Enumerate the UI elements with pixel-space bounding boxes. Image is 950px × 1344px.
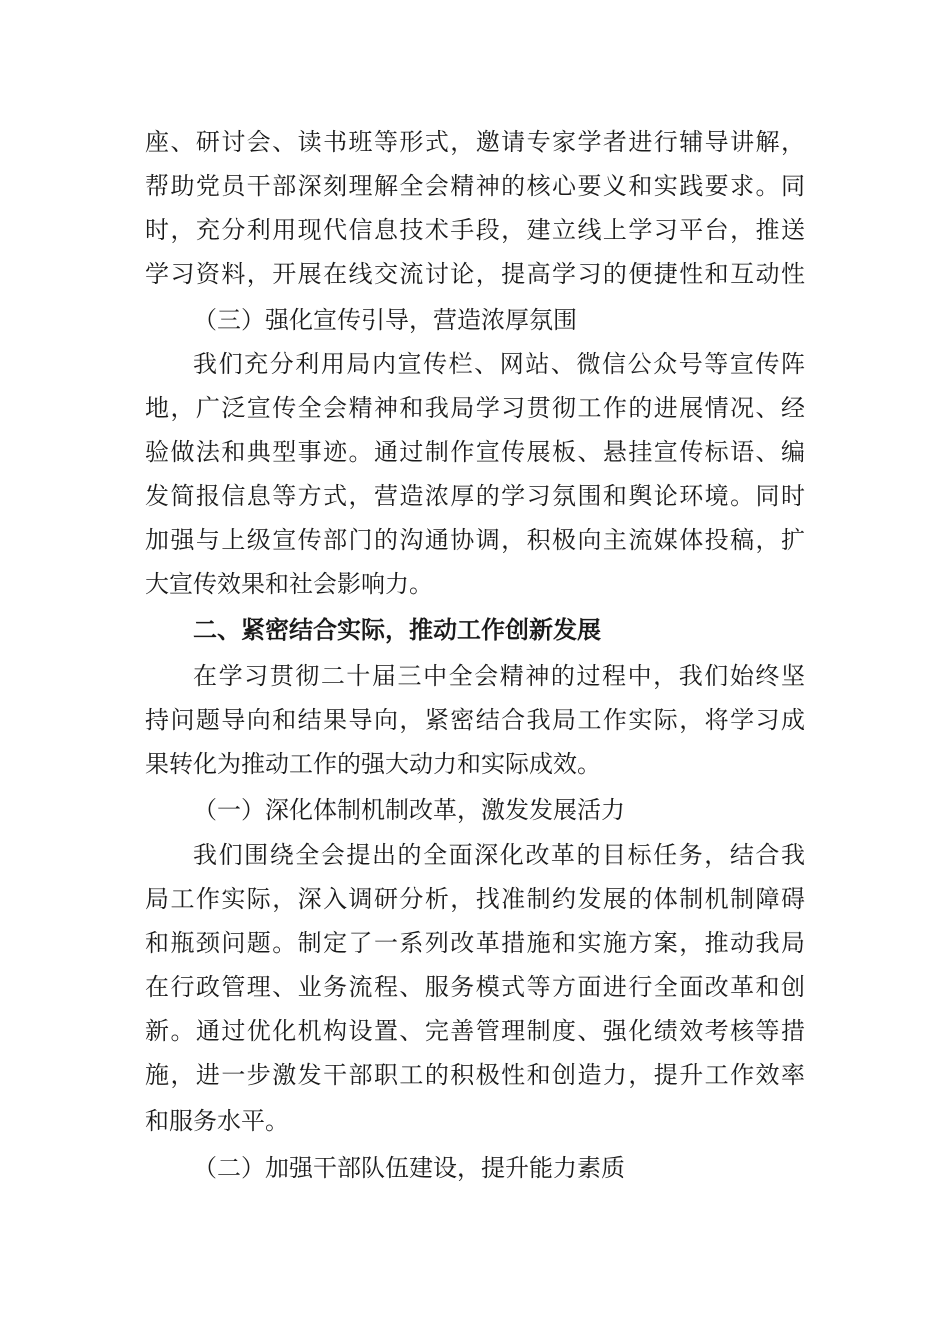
- paragraph-line: 我们充分利用局内宣传栏、网站、微信公众号等宣传阵: [193, 350, 805, 378]
- paragraph-line: 在学习贯彻二十届三中全会精神的过程中，我们始终坚: [193, 662, 805, 690]
- paragraph-line: 持问题导向和结果导向，紧密结合我局工作实际，将学习成: [145, 706, 805, 734]
- section-heading: 二、紧密结合实际，推动工作创新发展: [193, 616, 601, 644]
- paragraph-line: 施，进一步激发干部职工的积极性和创造力，提升工作效率: [145, 1061, 805, 1089]
- paragraph-line: 新。通过优化机构设置、完善管理制度、强化绩效考核等措: [145, 1017, 805, 1045]
- section-subheading: （一）深化体制机制改革，激发发展活力: [193, 796, 625, 824]
- paragraph-line: 我们围绕全会提出的全面深化改革的目标任务，结合我: [193, 841, 805, 869]
- paragraph-line: 和服务水平。: [145, 1107, 289, 1135]
- paragraph-line: 在行政管理、业务流程、服务模式等方面进行全面改革和创: [145, 973, 805, 1001]
- paragraph-line: 局工作实际，深入调研分析，找准制约发展的体制机制障碍: [145, 885, 805, 913]
- paragraph-line: 地，广泛宣传全会精神和我局学习贯彻工作的进展情况、经: [145, 394, 805, 422]
- paragraph-line: 和瓶颈问题。制定了一系列改革措施和实施方案，推动我局: [145, 929, 805, 957]
- paragraph-line: 验做法和典型事迹。通过制作宣传展板、悬挂宣传标语、编: [145, 438, 805, 466]
- paragraph-line: 座、研讨会、读书班等形式，邀请专家学者进行辅导讲解，: [145, 128, 805, 156]
- paragraph-line: 大宣传效果和社会影响力。: [145, 570, 433, 598]
- paragraph-line: 学习资料，开展在线交流讨论，提高学习的便捷性和互动性: [145, 260, 805, 288]
- paragraph-line: 加强与上级宣传部门的沟通协调，积极向主流媒体投稿，扩: [145, 526, 805, 554]
- paragraph-line: 发简报信息等方式，营造浓厚的学习氛围和舆论环境。同时: [145, 482, 805, 510]
- paragraph-line: 帮助党员干部深刻理解全会精神的核心要义和实践要求。同: [145, 172, 805, 200]
- paragraph-line: 时，充分利用现代信息技术手段，建立线上学习平台，推送: [145, 216, 805, 244]
- section-subheading: （二）加强干部队伍建设，提升能力素质: [193, 1154, 625, 1182]
- paragraph-line: 果转化为推动工作的强大动力和实际成效。: [145, 750, 601, 778]
- section-subheading: （三）强化宣传引导，营造浓厚氛围: [193, 306, 577, 334]
